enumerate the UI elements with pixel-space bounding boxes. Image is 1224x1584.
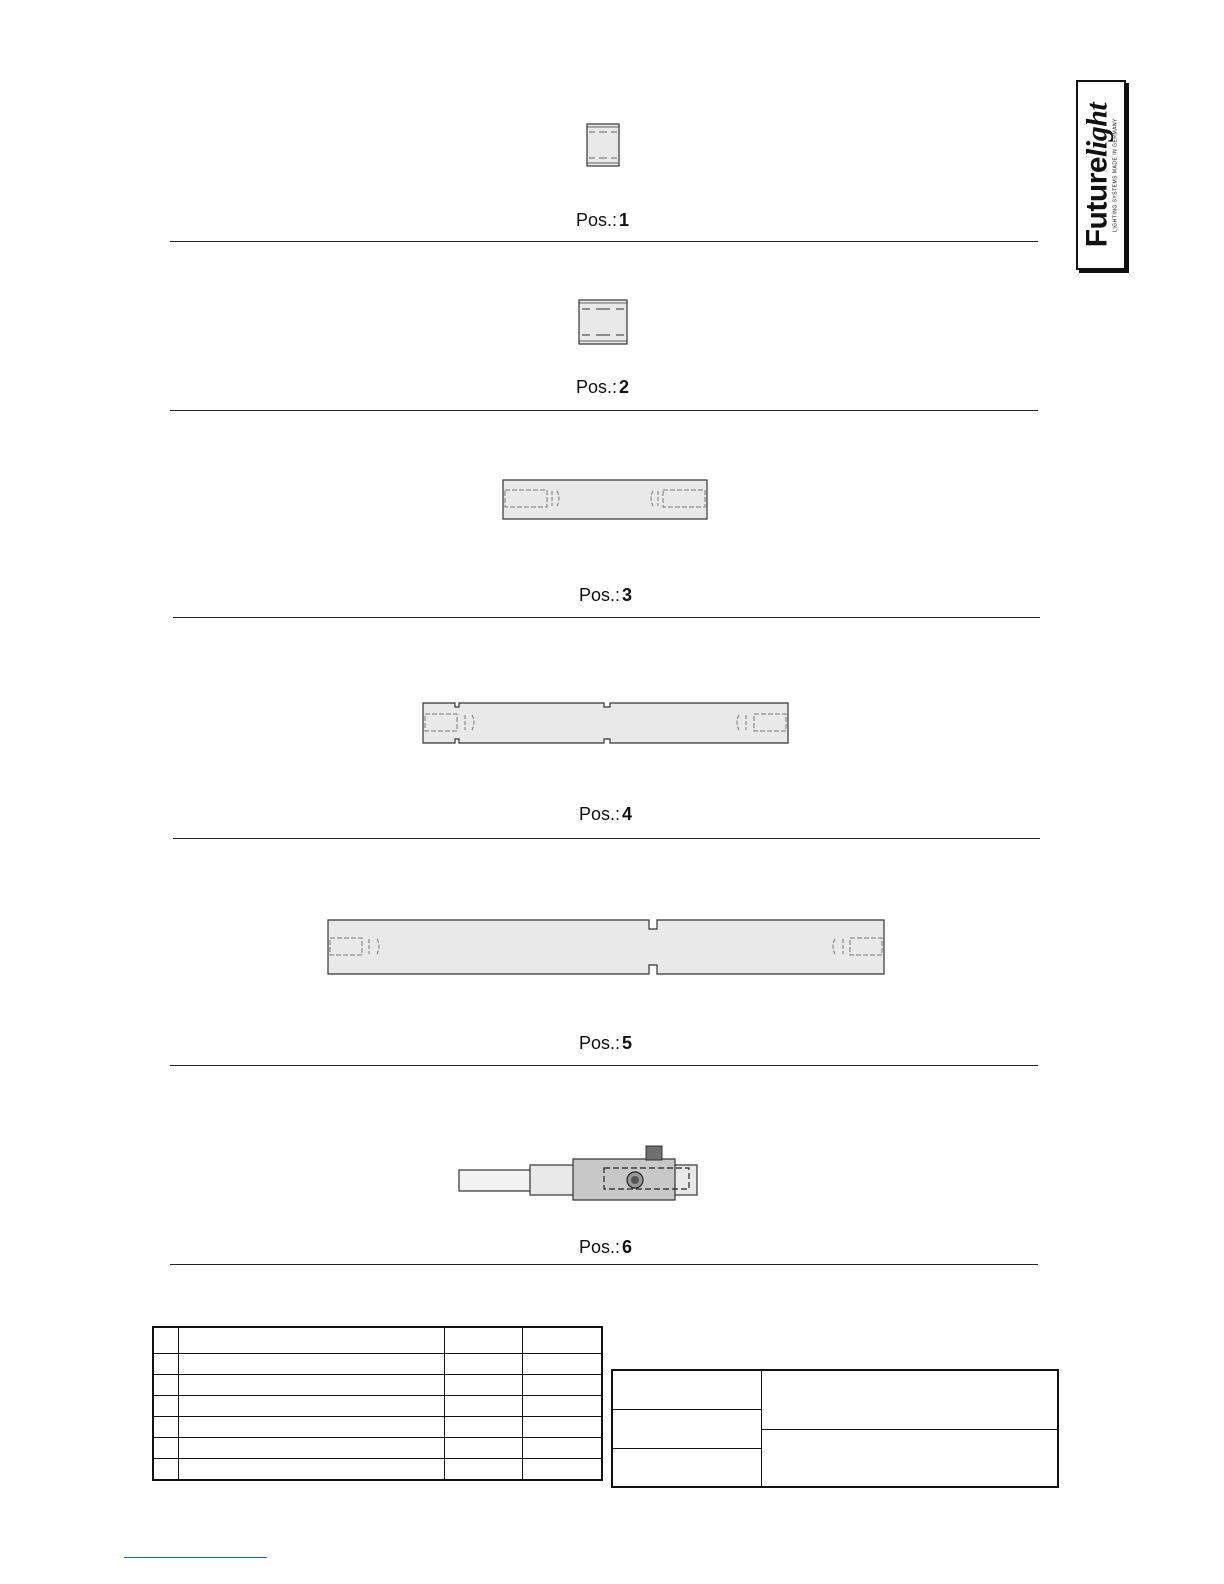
part-1-label — [576, 210, 629, 231]
parts-list-cell — [179, 1396, 445, 1417]
parts-list-cell — [153, 1354, 179, 1375]
part-1-drawing — [586, 123, 620, 167]
parts-list-header — [153, 1327, 602, 1354]
pos-number: 5 — [622, 1033, 633, 1053]
divider — [173, 617, 1040, 618]
parts-list-cell — [153, 1459, 179, 1481]
divider — [170, 1065, 1038, 1066]
pos-label: Pos.: — [579, 804, 621, 824]
logo-word-regular: Future — [1080, 156, 1114, 248]
parts-list-cell — [179, 1417, 445, 1438]
divider — [173, 838, 1040, 839]
logo-word-italic: light — [1080, 102, 1114, 157]
pos-number: 3 — [622, 585, 633, 605]
title-block-cell — [612, 1410, 762, 1449]
parts-list-row — [153, 1417, 602, 1438]
pos-number: 2 — [619, 377, 630, 397]
parts-list-cell — [179, 1438, 445, 1459]
parts-list-cell — [153, 1417, 179, 1438]
part-4-drawing — [422, 702, 789, 744]
parts-list-cell — [445, 1354, 523, 1375]
part-5-label — [579, 1033, 632, 1054]
parts-list-cell — [153, 1375, 179, 1396]
divider — [170, 410, 1038, 411]
parts-list-cell — [179, 1327, 445, 1354]
parts-list-cell — [445, 1396, 523, 1417]
parts-list-row — [153, 1459, 602, 1481]
part-2-label — [576, 377, 629, 398]
parts-list-cell — [153, 1396, 179, 1417]
parts-list-cell — [523, 1327, 603, 1354]
title-block-cell — [762, 1371, 1057, 1430]
parts-list-cell — [153, 1438, 179, 1459]
footer-link-underline[interactable] — [124, 1557, 267, 1558]
parts-list-cell — [523, 1459, 603, 1481]
parts-list-cell — [179, 1375, 445, 1396]
parts-list-table — [152, 1326, 603, 1481]
parts-list-cell — [445, 1417, 523, 1438]
futurelight-logo — [1076, 80, 1126, 270]
part-5-drawing — [327, 919, 885, 975]
pos-label: Pos.: — [576, 377, 618, 397]
parts-list-cell — [445, 1375, 523, 1396]
parts-list-cell — [523, 1417, 603, 1438]
parts-list-cell — [179, 1459, 445, 1481]
divider — [170, 1264, 1038, 1265]
part-6-drawing — [458, 1145, 700, 1203]
part-3-label — [579, 585, 632, 606]
parts-list-row — [153, 1438, 602, 1459]
title-block — [611, 1369, 1059, 1488]
parts-list-cell — [153, 1327, 179, 1354]
pos-number: 6 — [622, 1237, 633, 1257]
pos-number: 4 — [622, 804, 633, 824]
parts-list-row — [153, 1396, 602, 1417]
title-block-right — [762, 1370, 1059, 1487]
pos-label: Pos.: — [579, 1237, 621, 1257]
part-2-drawing — [578, 299, 628, 345]
parts-list-cell — [523, 1438, 603, 1459]
title-block-cell — [612, 1370, 762, 1410]
parts-list-row — [153, 1354, 602, 1375]
divider — [170, 241, 1038, 242]
pos-number: 1 — [619, 210, 630, 230]
pos-label: Pos.: — [576, 210, 618, 230]
parts-list-cell — [523, 1375, 603, 1396]
pos-label: Pos.: — [579, 1033, 621, 1053]
parts-list-cell — [445, 1459, 523, 1481]
part-4-label — [579, 804, 632, 825]
parts-list-cell — [445, 1438, 523, 1459]
title-block-cell — [762, 1430, 1057, 1486]
part-6-label — [579, 1237, 632, 1258]
parts-list-cell — [523, 1354, 603, 1375]
logo-tagline: LIGHTING SYSTEMS MADE IN GERMANY — [1112, 118, 1119, 232]
parts-list-cell — [179, 1354, 445, 1375]
part-3-drawing — [502, 479, 708, 520]
parts-list-row — [153, 1375, 602, 1396]
logo-wordmark — [1080, 102, 1114, 248]
title-block-cell — [612, 1449, 762, 1488]
parts-list-cell — [445, 1327, 523, 1354]
pos-label: Pos.: — [579, 585, 621, 605]
parts-list-cell — [523, 1396, 603, 1417]
